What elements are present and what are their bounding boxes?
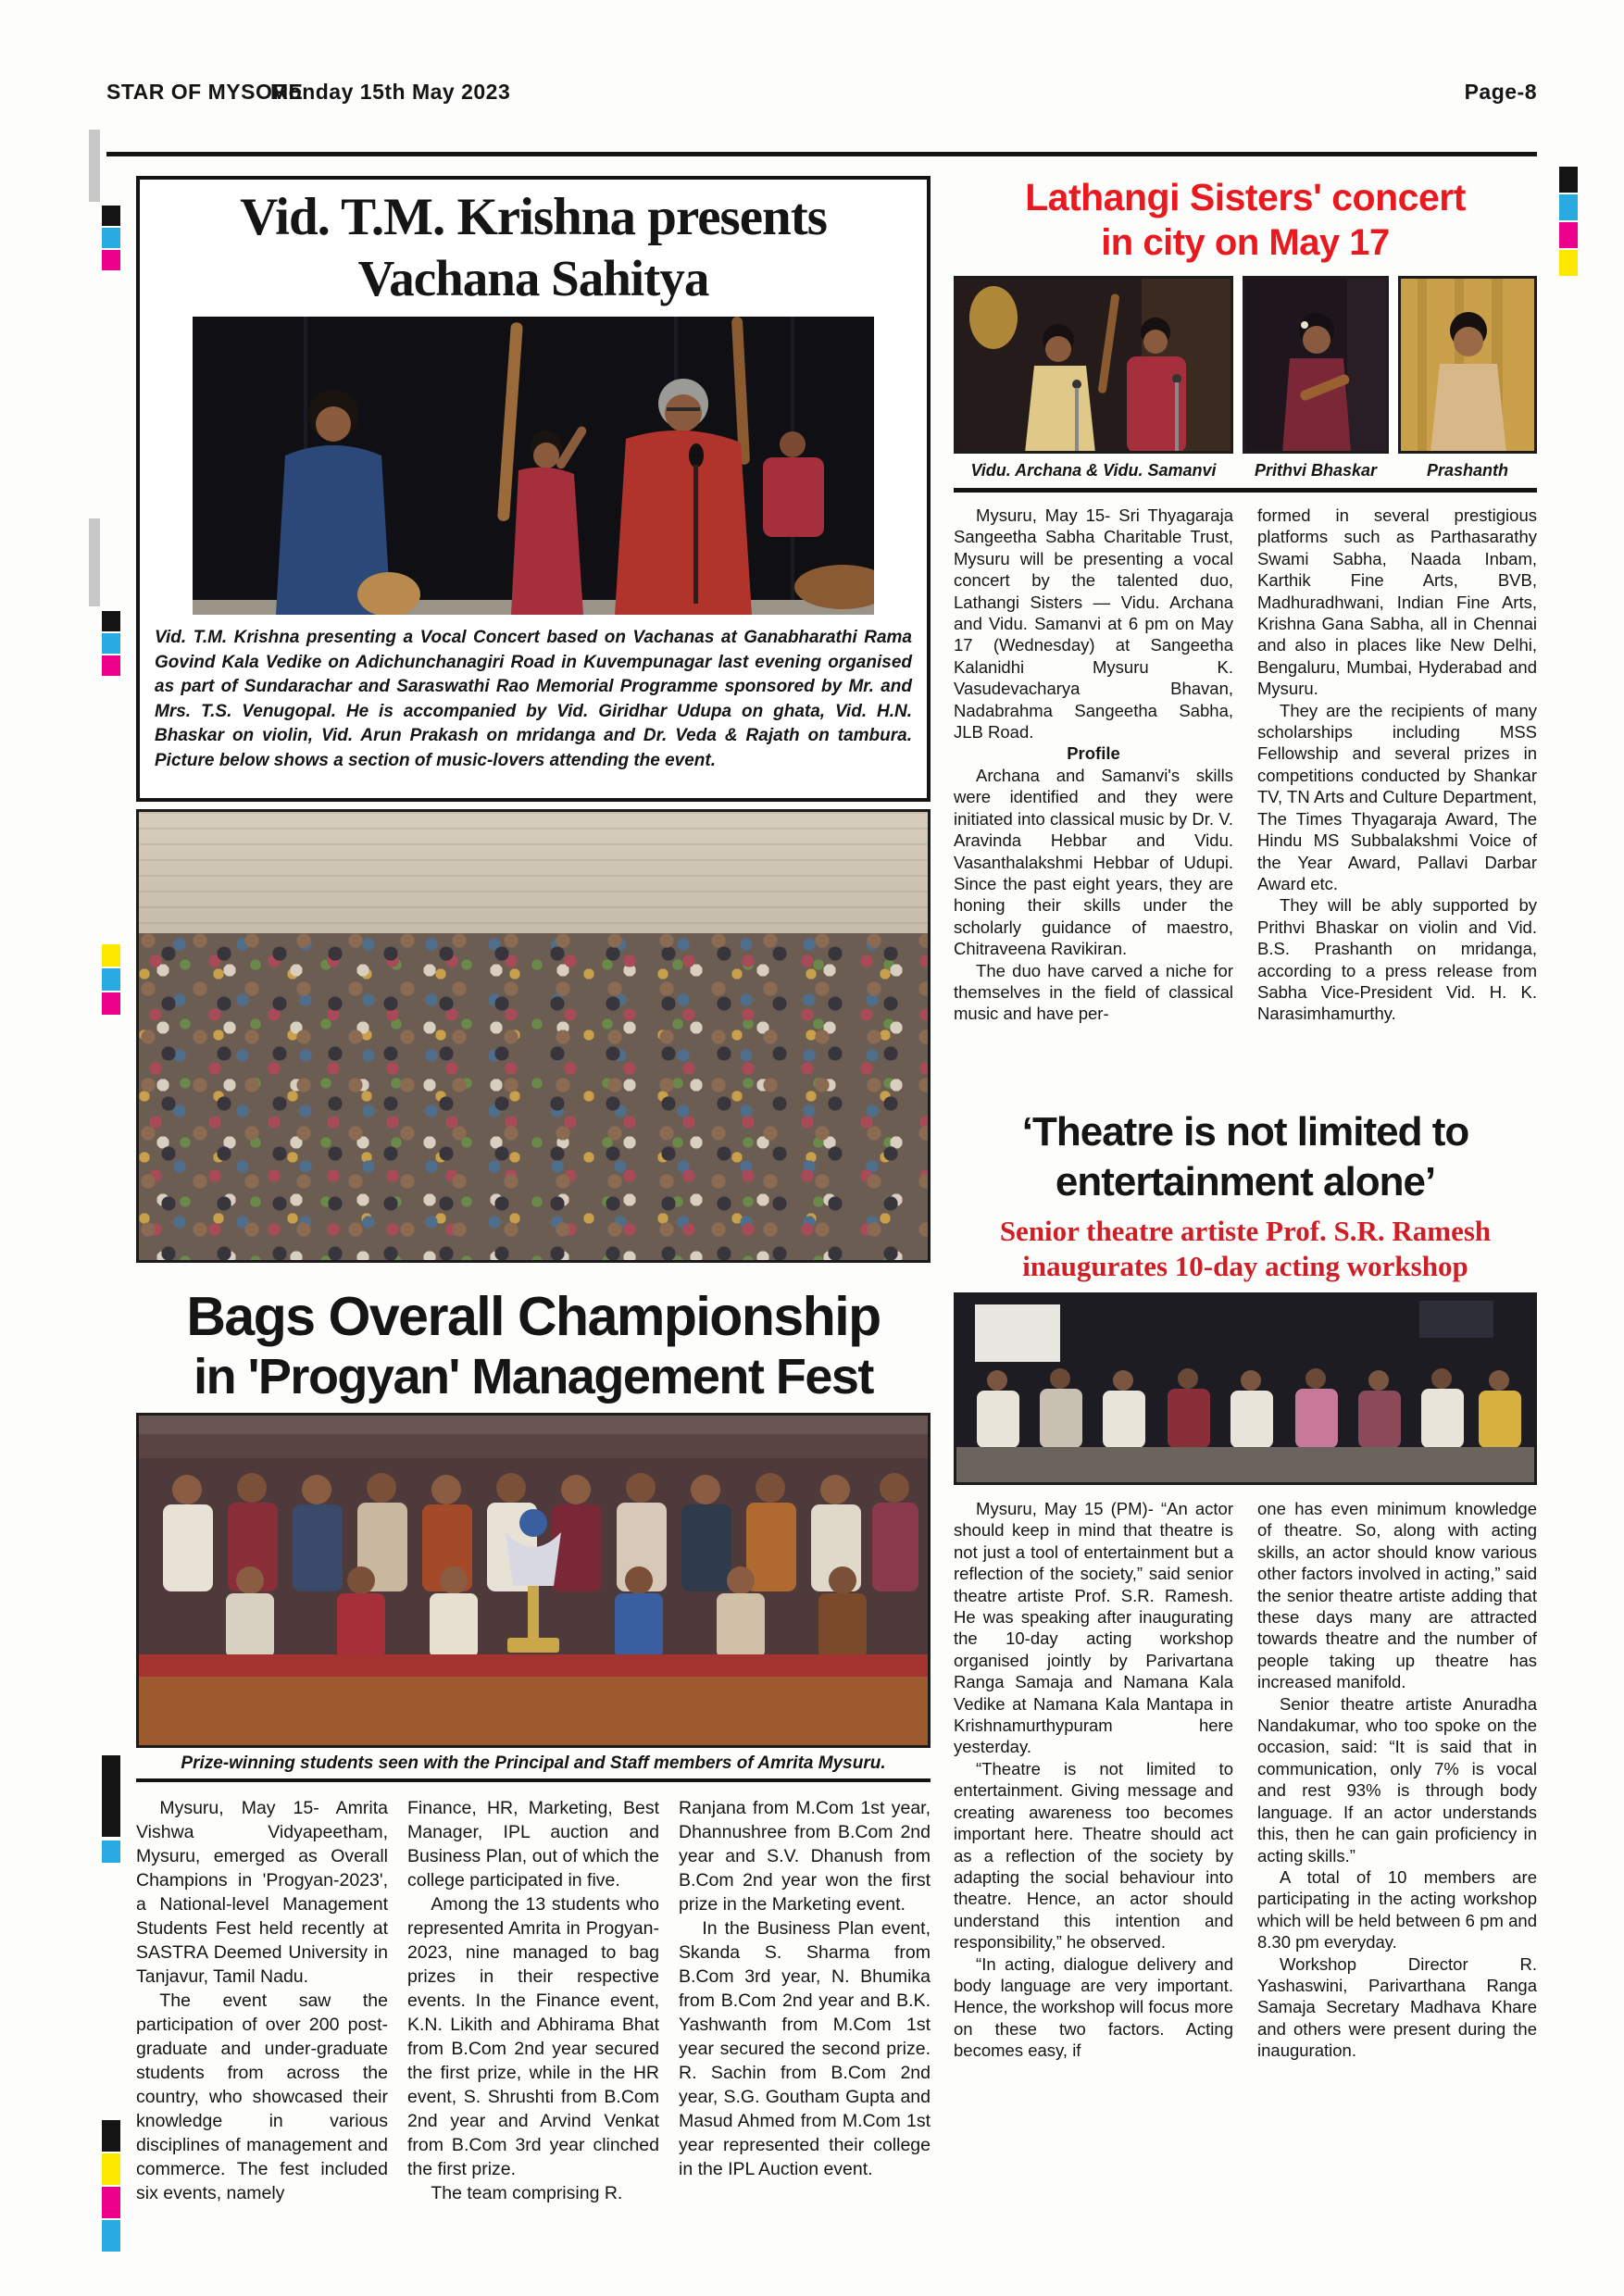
body-paragraph: A total of 10 members are participating in the acting workshop which will be held between 6 pm and 8.30 pm everyday.: [1257, 1866, 1537, 1953]
registration-mark: [102, 250, 120, 270]
concert-photo-illustration: [193, 317, 874, 615]
registration-mark: [1559, 222, 1578, 248]
registration-mark: [102, 944, 120, 967]
body-paragraph: Among the 13 students who represented Amrita in Progyan-2023, nine managed to bag prizes in their respective events. In the Finance event, K.N. Likith and Abhirama Bhat from B.Com 2nd year secured the first prize, while in the HR event, S. Shrushti from B.Com 2nd year and Arvind Venkat from B.Com 3rd year clinched the first prize.: [407, 1894, 659, 2179]
sisters-photo-caption: Vidu. Archana & Vidu. Samanvi: [970, 461, 1217, 480]
progyan-group-photo: [136, 1413, 931, 1748]
header-rule: [106, 152, 1537, 156]
registration-mark: [102, 655, 120, 676]
krishna-concert-photo: [193, 317, 874, 615]
violinist-photo-illustration: [1245, 279, 1388, 453]
body-paragraph: Senior theatre artiste Anuradha Nandakumar, who too spoke on the occasion, said: “It is said that in communication, only 7% is vocal and rest 93% is through body language. If an actor understands this, then he can gain proficiency in acting skills.”: [1257, 1693, 1537, 1866]
body-paragraph: “In acting, dialogue delivery and body language are very important. Hence, the workshop will focus more on these two factors. Acting becomes easy, if: [954, 1953, 1233, 2061]
body-paragraph: Ranjana from M.Com 1st year, Dhannushree from B.Com 2nd year and S.V. Dhanush from B.Com 2nd year won the first prize in the Marketing event.: [679, 1798, 931, 1915]
lathangi-headline-line2: in city on May 17: [1101, 222, 1390, 263]
krishna-headline-line2: Vachana Sahitya: [357, 250, 709, 306]
theatre-column-left: [954, 1498, 1233, 2062]
progyan-headline-line1: Bags Overall Championship: [186, 1286, 881, 1347]
body-paragraph: They are the recipients of many scholarships including MSS Fellowship and several prizes in competitions conducted by Shankar TV, TN Arts and Culture Department, The Times Thyagaraja Award, The Hindu MS Subbalakshmi Voice of the Year Award, Pallavi Darbar Award etc.: [1257, 700, 1537, 893]
progyan-photo-caption: Prize-winning students seen with the Principal and Staff members of Amrita Mysuru.: [181, 1753, 886, 1773]
progyan-column-3: [679, 1796, 931, 2181]
registration-mark: [102, 1841, 120, 1863]
prashanth-photo: [1398, 276, 1537, 454]
registration-mark: [102, 633, 120, 654]
profile-subhead: Profile: [1067, 743, 1120, 764]
prithvi-photo-caption: Prithvi Bhaskar: [1254, 461, 1378, 480]
theatre-headline-line2: entertainment alone’: [1055, 1159, 1436, 1204]
krishna-article-box: [136, 176, 931, 802]
progyan-headline-line2: in 'Progyan' Management Fest: [194, 1349, 873, 1404]
audience-crowd: [139, 933, 928, 1260]
body-paragraph: Archana and Samanvi's skills were identified and they were initiated into classical music by Dr. V. Aravinda Hebbar and Vidu. Vasanthalakshmi Hebbar of Udupi. Since the past eight years, they are honing their skills under the scholarly guidance of maestro, Chitraveena Ravikiran.: [954, 765, 1233, 959]
lathangi-sisters-photo: [954, 276, 1233, 454]
lathangi-column-right: [1257, 505, 1537, 1025]
sisters-photo-illustration: [956, 279, 1232, 453]
body-paragraph: Mysuru, May 15- Sri Thyagaraja Sangeetha Sabha Charitable Trust, Mysuru will be presenting a vocal concert by the talented duo, Lathangi Sisters — Vidu. Archana and Vidu. Samanvi at 6 pm on May 17 (Wednesday) at Sangeetha Kalanidhi Mysuru K. Vasudevacharya Bhavan, Nadabrahma Sangeetha Sabha, JLB Road.: [954, 505, 1233, 742]
progyan-column-2: [407, 1796, 659, 2205]
body-paragraph: Workshop Director R. Yashaswini, Parivarthana Ranga Samaja Secretary Madhava Khare and others were present during the inauguration.: [1257, 1953, 1537, 2061]
body-paragraph: The duo have carved a niche for themselves in the field of classical music and have per-: [954, 960, 1233, 1024]
theatre-column-right: [1257, 1498, 1537, 2062]
progyan-column-1: [136, 1796, 388, 2205]
body-paragraph: “Theatre is not limited to entertainment. Giving message and creating awareness too becomes important here. Theatre should act as a reflection of the society by adapting the social behaviour into theatre. Hence, an actor should understand this intention and responsibility,” he observed.: [954, 1758, 1233, 1953]
workshop-photo-illustration: [956, 1295, 1534, 1482]
auditorium-wall: [139, 812, 928, 939]
theatre-subtitle-line2: inaugurates 10-day acting workshop: [1022, 1250, 1468, 1282]
lathangi-column-left: [954, 505, 1233, 1025]
registration-mark: [102, 1755, 120, 1837]
body-paragraph: In the Business Plan event, Skanda S. Sharma from B.Com 3rd year, N. Bhumika from B.Com 2nd year and B.K. Yashwanth from M.Com 1st year secured the second prize. R. Sachin from B.Com 2nd year, S.G. Goutham Gupta and Masud Ahmed from M.Com 1st year represented their college in the IPL Auction event.: [679, 1918, 931, 2179]
registration-mark: [102, 228, 120, 248]
lathangi-headline-line1: Lathangi Sisters' concert: [1025, 176, 1466, 218]
theatre-headline-line1: ‘Theatre is not limited to: [1021, 1109, 1469, 1154]
registration-mark: [102, 2187, 120, 2218]
prithvi-bhaskar-photo: [1243, 276, 1389, 454]
progyan-caption-rule: [136, 1778, 931, 1782]
body-paragraph: Finance, HR, Marketing, Best Manager, IPL auction and Business Plan, out of which the college participated in five.: [407, 1798, 659, 1890]
registration-mark: [89, 130, 100, 202]
registration-mark: [1559, 250, 1578, 276]
body-paragraph: formed in several prestigious platforms such as Parthasarathy Swami Sabha, Naada Inbam, Karthik Fine Arts, BVB, Madhuradhwani, Indian Fine Arts, Krishna Gana Sabha, all in Chennai and also in places like New Delhi, Bengaluru, Mumbai, Hyderabad and Mysuru.: [1257, 505, 1537, 699]
lathangi-caption-rule: [954, 488, 1537, 493]
masthead: STAR OF MYSORE: [106, 80, 304, 104]
body-paragraph: The event saw the participation of over 200 post-graduate and under-graduate students from across the country, who showcased their knowledge in various disciplines of management and commerce. The fest included six events, namely: [136, 1990, 388, 2203]
registration-mark: [102, 2153, 120, 2185]
group-photo-illustration: [139, 1416, 928, 1745]
body-paragraph: one has even minimum knowledge of theatre. So, along with acting skills, an actor should know various other factors involved in acting,” said the senior theatre artiste adding that these days many are attracted towards theatre and the number of people taking up theatre has increased manifold.: [1257, 1499, 1537, 1692]
prashanth-photo-caption: Prashanth: [1426, 461, 1509, 480]
registration-mark: [89, 518, 100, 606]
registration-mark: [1559, 167, 1578, 193]
theatre-subtitle-line1: Senior theatre artiste Prof. S.R. Ramesh: [999, 1215, 1492, 1247]
registration-mark: [102, 2220, 120, 2252]
registration-mark: [102, 992, 120, 1015]
audience-crowd-photo: [136, 809, 931, 1263]
registration-mark: [102, 611, 120, 631]
mridangist-photo-illustration: [1401, 279, 1536, 453]
body-paragraph: Mysuru, May 15- Amrita Vishwa Vidyapeetham, Mysuru, emerged as Overall Champions in 'Progyan-2023', a National-level Management Students Fest held recently at SASTRA Deemed University in Tanjavur, Tamil Nadu.: [136, 1798, 388, 1987]
registration-mark: [102, 2120, 120, 2152]
registration-mark: [1559, 194, 1578, 220]
page-number: Page-8: [1464, 80, 1537, 104]
krishna-headline-line1: Vid. T.M. Krishna presents: [240, 188, 827, 246]
body-paragraph: Mysuru, May 15 (PM)- “An actor should keep in mind that theatre is not just a tool of entertainment but a reflection of the society,” said senior theatre artiste Prof. S.R. Ramesh. He was speaking after inaugurating the 10-day acting workshop organised jointly by Parivartana Ranga Samaja and Namana Kala Vedike at Namana Kala Mantapa in Krishnamurthypuram here yesterday.: [954, 1499, 1233, 1757]
theatre-workshop-photo: [954, 1292, 1537, 1485]
registration-mark: [102, 968, 120, 991]
body-paragraph: They will be ably supported by Prithvi Bhaskar on violin and Vid. B.S. Prashanth on mridanga, according to a press release from Sabha Vice-President Vid. H. K. Narasimhamurthy.: [1257, 895, 1537, 1024]
krishna-photo-caption: Vid. T.M. Krishna presenting a Vocal Concert based on Vachanas at Ganabharathi Rama Govind Kala Vedike on Adichunchanagiri Road in Kuvempunagar last evening organised as part of Sundarachar and Saraswathi Rao Memorial Programme sponsored by Mr. and Mrs. T.S. Venugopal. He is accompanied by Vid. Giridhar Udupa on ghata, Vid. H.N. Bhaskar on violin, Vid. Arun Prakash on mridanga and Dr. Veda & Rajath on tambura. Picture below shows a section of music-lovers attending the event.: [155, 628, 912, 770]
page-date: Monday 15th May 2023: [270, 80, 511, 104]
registration-mark: [102, 206, 120, 226]
body-paragraph: The team comprising R.: [431, 2183, 623, 2203]
